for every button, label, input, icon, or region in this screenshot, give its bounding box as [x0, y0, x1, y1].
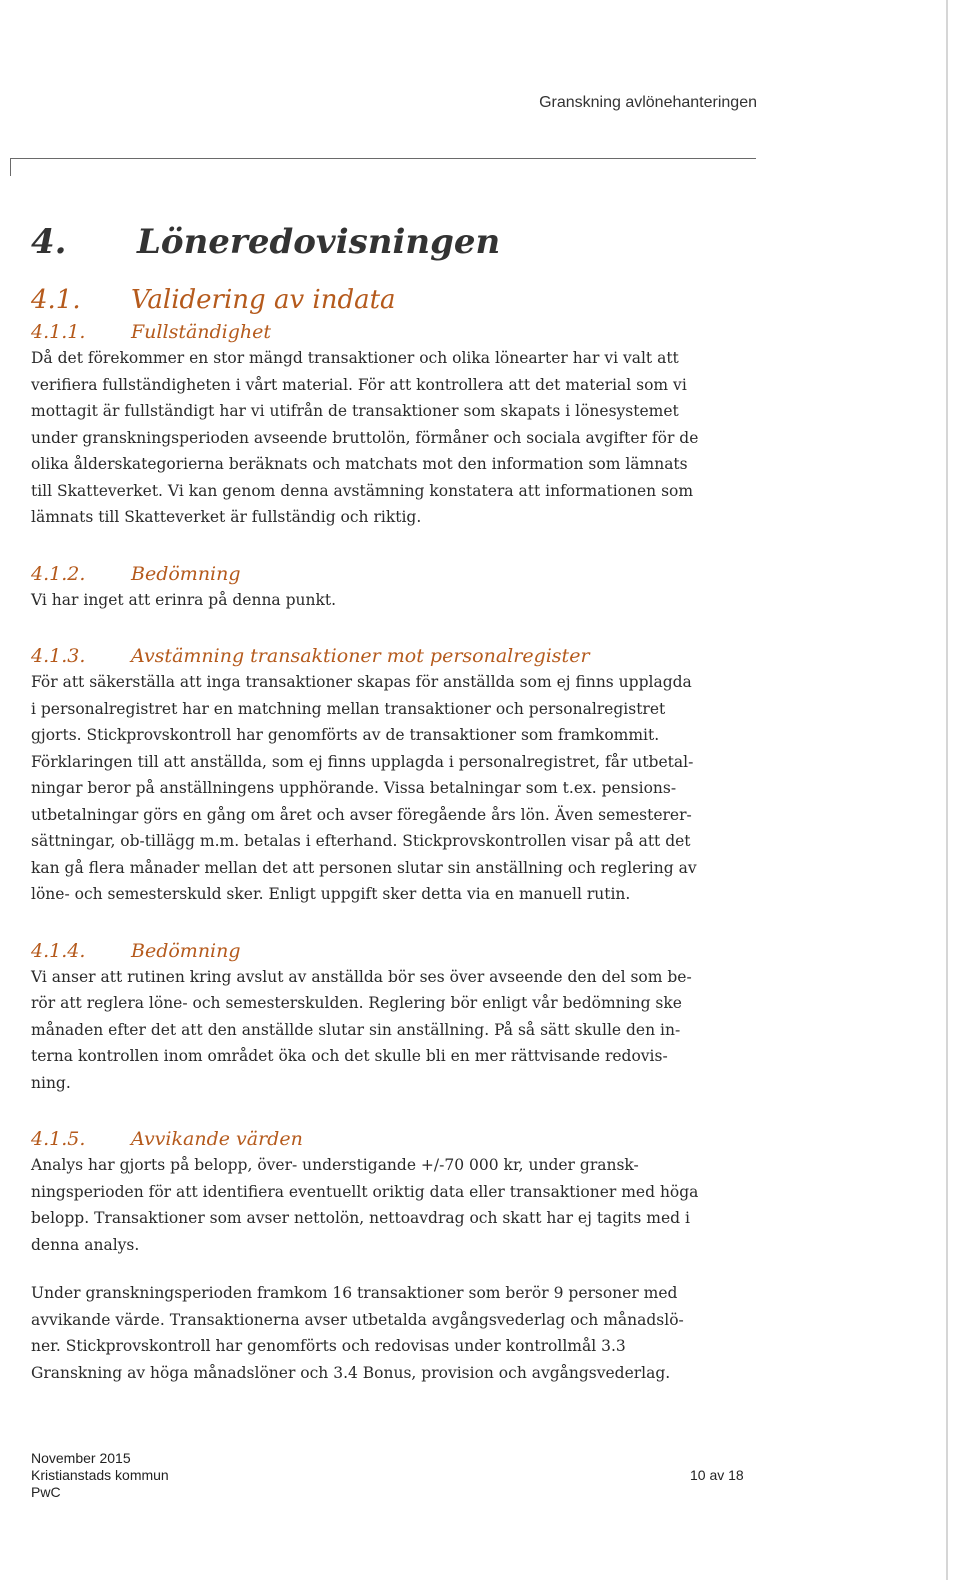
- paragraph-avvikande-1: [31, 1152, 763, 1258]
- text-line: Under granskningsperioden framkom 16 transaktioner som berör 9 personer med: [31, 1284, 678, 1302]
- footer: [31, 1450, 169, 1501]
- text-line: olika ålderskategorierna beräknats och matchats mot den information som lämnats: [31, 455, 688, 473]
- subsection-number: 4.1.3.: [31, 645, 86, 667]
- subsection-heading: [31, 561, 763, 587]
- header-rule: [10, 158, 756, 159]
- text-line: månaden efter det att den anställde slutar sin anställning. På så sätt skulle den in-: [31, 1020, 681, 1039]
- text-line: För att säkerställa att inga transaktioner skapas för anställda som ej finns upplagda: [31, 673, 692, 691]
- text-line: mottagit är fullständigt har vi utifrån de transaktioner som skapats i lönesystemet: [31, 402, 679, 420]
- text-line: under granskningsperioden avseende bruttolön, förmåner och sociala avgifter för de: [31, 428, 699, 447]
- text-line: belopp. Transaktioner som avser nettolön, nettoavdrag och skatt har ej tagits med i: [31, 1209, 690, 1227]
- text-line: ningar beror på anställningens upphörande. Vissa betalningar som t.ex. pensions-: [31, 779, 677, 797]
- text-line: Analys har gjorts på belopp, över- understigande +/-70 000 kr, under gransk-: [31, 1156, 639, 1174]
- text-line: ner. Stickprovskontroll har genomförts och redovisas under kontrollmål 3.3: [31, 1337, 626, 1355]
- chapter-title: Löneredovisningen: [137, 222, 501, 262]
- text-line: Granskning av höga månadslöner och 3.4 Bonus, provision och avgångsvederlag.: [31, 1363, 671, 1382]
- page-edge: [946, 0, 948, 1580]
- text-line: utbetalningar görs en gång om året och avser föregående års lön. Även semesterer-: [31, 805, 692, 824]
- subsection-title: Avstämning transaktioner mot personalregister: [131, 645, 590, 667]
- subsection-title: Bedömning: [131, 562, 241, 585]
- subsection-title: Fullständighet: [131, 321, 272, 343]
- chapter-number: 4.: [31, 222, 67, 262]
- text-line: Vi anser att rutinen kring avslut av anställda bör ses över avseende den del som be-: [31, 967, 692, 986]
- section-heading: [31, 285, 763, 315]
- subsection-number: 4.1.5.: [31, 1128, 86, 1150]
- text-line: ningsperioden för att identifiera eventuellt oriktig data eller transaktioner med höga: [31, 1182, 699, 1201]
- text-line: i personalregistret har en matchning mellan transaktioner och personalregistret: [31, 699, 666, 718]
- subsection-title: Bedömning: [131, 939, 241, 962]
- paragraph-fullstandighet: [31, 345, 763, 531]
- paragraph-bedomning-1: [31, 587, 763, 614]
- text-line: sättningar, ob-tillägg m.m. betalas i efterhand. Stickprovskontrollen visar på att det: [31, 832, 691, 850]
- footer-author: PwC: [31, 1484, 61, 1500]
- text-line: Förklaringen till att anställda, som ej finns upplagda i personalregistret, får utbetal-: [31, 752, 694, 771]
- text-line: rör att reglera löne- och semesterskulden. Reglering bör enligt vår bedömning ske: [31, 994, 682, 1012]
- text-line: kan gå flera månader mellan det att personen slutar sin anställning och reglering av: [31, 858, 697, 877]
- subsection-number: 4.1.1.: [31, 321, 86, 343]
- footer-date: November 2015: [31, 1450, 131, 1466]
- text-line: löne- och semesterskuld sker. Enligt uppgift sker detta via en manuell rutin.: [31, 885, 631, 903]
- text-line: denna analys.: [31, 1235, 140, 1254]
- subsection-number: 4.1.2.: [31, 562, 86, 585]
- paragraph-bedomning-2: [31, 964, 763, 1097]
- paragraph-avvikande-2: [31, 1280, 763, 1386]
- page-number: 10 av 18: [690, 1467, 744, 1483]
- text-line: till Skatteverket. Vi kan genom denna avstämning konstatera att informationen som: [31, 481, 694, 500]
- subsection-title: Avvikande värden: [131, 1128, 303, 1150]
- running-header: Granskning avlönehanteringen: [539, 94, 757, 111]
- text-line: gjorts. Stickprovskontroll har genomförts av de transaktioner som framkommit.: [31, 726, 660, 744]
- subsection-heading: [31, 643, 763, 669]
- text-line: lämnats till Skatteverket är fullständig och riktig.: [31, 508, 422, 526]
- footer-organization: Kristianstads kommun: [31, 1467, 169, 1483]
- text-line: terna kontrollen inom området öka och det skulle bli en mer rättvisande redovis-: [31, 1047, 668, 1065]
- text-line: avvikande värde. Transaktionerna avser utbetalda avgångsvederlag och månadslö-: [31, 1310, 684, 1329]
- text-line: Då det förekommer en stor mängd transaktioner och olika lönearter har vi valt att: [31, 349, 679, 367]
- subsection-heading: [31, 319, 763, 345]
- header-rule-tick: [10, 158, 11, 176]
- text-line: ning.: [31, 1073, 71, 1092]
- text-line: verifiera fullständigheten i vårt material. För att kontrollera att det material som vi: [31, 375, 687, 394]
- subsection-heading: [31, 1126, 763, 1152]
- section-title: Validering av indata: [131, 285, 396, 315]
- chapter-heading: [31, 215, 763, 285]
- subsection-heading: [31, 938, 763, 964]
- text-line: Vi har inget att erinra på denna punkt.: [31, 590, 337, 609]
- paragraph-avstamning: [31, 669, 763, 908]
- document-body: [31, 215, 763, 1386]
- section-number: 4.1.: [31, 285, 81, 315]
- subsection-number: 4.1.4.: [31, 939, 86, 962]
